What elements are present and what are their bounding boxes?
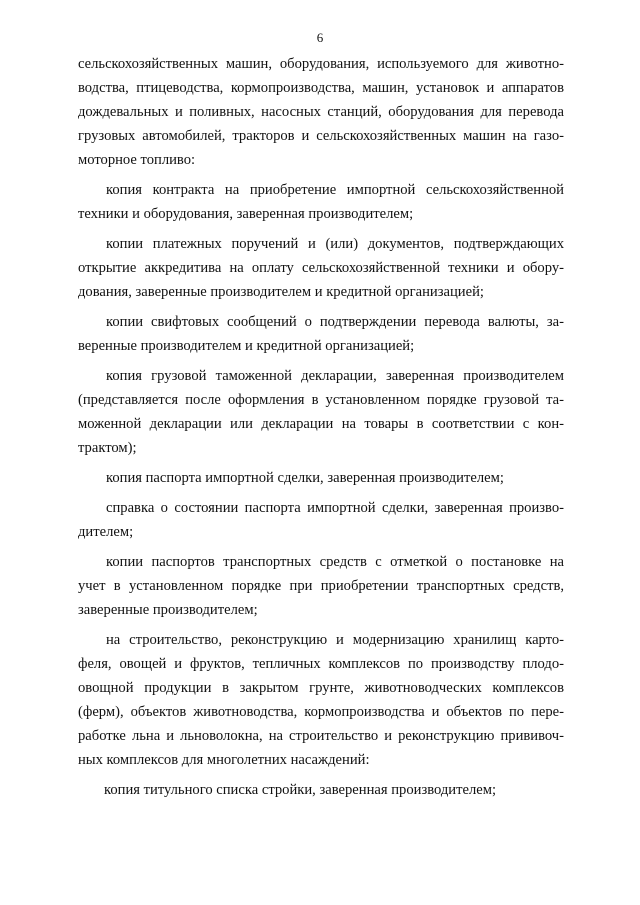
text-line: овощной продукции в закрытом грунте, животноводческих комплексов [78, 680, 564, 696]
paragraph-payment-orders [78, 232, 564, 304]
text-line: дождевальных и поливных, насосных станций, оборудования для перевода [78, 104, 564, 120]
text-line: копия контракта на приобретение импортной сельскохозяйственной [106, 182, 564, 198]
text-line: моторное топливо: [78, 152, 196, 168]
paragraph-deal-passport-status [78, 496, 564, 544]
text-line: копия грузовой таможенной декларации, заверенная производителем [106, 368, 564, 384]
text-line: копия титульного списка стройки, заверенная производителем; [104, 782, 497, 798]
text-line: дования, заверенные производителем и кредитной организацией; [78, 284, 484, 300]
text-line: заверенные производителем; [78, 602, 258, 618]
text-line: веренные производителем и кредитной организацией; [78, 338, 415, 354]
text-line: копии платежных поручений и (или) документов, подтверждающих [106, 236, 564, 252]
paragraph-equipment-list [78, 52, 564, 172]
text-line: (представляется после оформления в установленном порядке грузовой та- [78, 392, 564, 408]
text-line: грузовых автомобилей, тракторов и сельскохозяйственных машин на газо- [78, 128, 564, 144]
text-line: техники и оборудования, заверенная производителем; [78, 206, 414, 222]
text-line: копия паспорта импортной сделки, заверенная производителем; [106, 470, 504, 486]
paragraph-deal-passport-copy [78, 466, 564, 490]
text-line: работке льна и льноволокна, на строительство и реконструкцию прививоч- [78, 728, 564, 744]
text-line: феля, овощей и фруктов, тепличных комплексов по производству плодо- [78, 656, 564, 672]
text-line: справка о состоянии паспорта импортной сделки, заверенная произво- [106, 500, 564, 516]
text-line: трактом); [78, 440, 137, 456]
paragraph-vehicle-passports [78, 550, 564, 622]
text-line: на строительство, реконструкцию и модернизацию хранилищ карто- [106, 632, 564, 648]
text-line: ных комплексов для многолетних насаждений: [78, 752, 370, 768]
text-line: (ферм), объектов животноводства, кормопроизводства и объектов по пере- [78, 704, 564, 720]
document-body [78, 52, 564, 802]
text-line: копии свифтовых сообщений о подтверждении перевода валюты, за- [106, 314, 564, 330]
paragraph-construction [78, 628, 564, 772]
text-line: копии паспортов транспортных средств с отметкой о постановке на [106, 554, 564, 570]
text-line: моженной декларации или декларации на товары в соответствии с кон- [78, 416, 564, 432]
paragraph-title-list-copy [78, 778, 564, 802]
text-line: дителем; [78, 524, 134, 540]
text-line: учет в установленном порядке при приобретении транспортных средств, [78, 578, 564, 594]
page-number: 6 [316, 30, 324, 45]
paragraph-contract-copy [78, 178, 564, 226]
paragraph-customs-declaration [78, 364, 564, 460]
text-line: сельскохозяйственных машин, оборудования, используемого для животно- [78, 56, 564, 72]
text-line: открытие аккредитива на оплату сельскохозяйственной техники и обору- [78, 260, 564, 276]
text-line: водства, птицеводства, кормопроизводства, машин, установок и аппаратов [78, 80, 564, 96]
paragraph-swift-messages [78, 310, 564, 358]
